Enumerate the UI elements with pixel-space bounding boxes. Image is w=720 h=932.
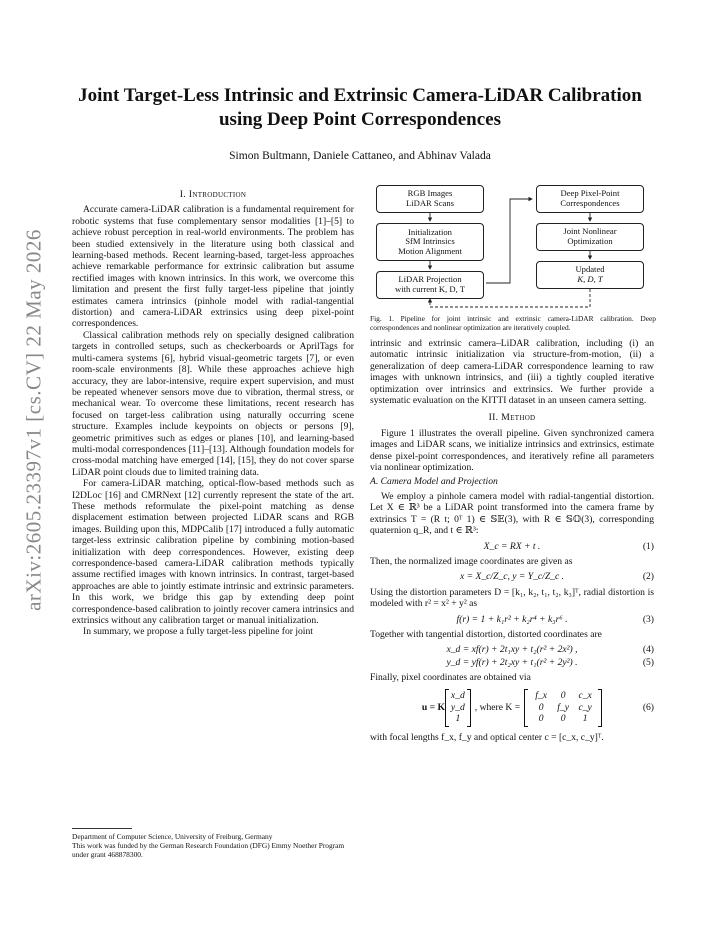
arxiv-sidebar xyxy=(14,190,54,650)
left-column xyxy=(72,189,354,638)
paragraph: For camera-LiDAR matching, optical-flow-based methods such as I2DLoc [16] and CMRNext [12] currently represent the state of the art. These methods reformulate the pixel-point matching as dense displacement estimation between projected LiDAR scans and RGB images. Building upon this, MDPCalib [17] introduced a fully automatic target-less extrinsic calibration pipeline by combining motion-based initialization with deep correspondences. However, existing deep correspondence-based camera-LiDAR calibration methods typically assume rectified images with known intrinsics. In contrast, target-based approaches are able to jointly estimate intrinsic and extrinsic parameters. In this work, we bridge this gap by extending deep point correspondence-based calibration to jointly recover camera intrinsics and extrinsics without any calibration target or manual initialization. xyxy=(72,478,354,627)
equation-1: X_c = RX + t . (1) xyxy=(483,540,654,552)
footnote-rule xyxy=(72,828,132,829)
box-lidar-projection: LiDAR Projection with current K, D, T xyxy=(376,271,484,299)
pipeline-figure xyxy=(372,183,654,309)
k-matrix: f_x 0 c_x 0 f_y c_y 0 0 1 xyxy=(524,689,602,727)
equation-2: x = X_c/Z_c, y = Y_c/Z_c . (2) xyxy=(459,571,654,583)
section-heading: I. Introduction xyxy=(179,189,247,200)
paragraph: Using the distortion parameters D = [k₁, k₂, t₁, t₂, k₃]ᵀ, radial distortion is modeled with r² = x² + y² as xyxy=(370,586,654,610)
box-deep-correspondences: Deep Pixel-Point Correspondences xyxy=(536,185,644,213)
box-initialization: Initialization SfM Intrinsics Motion Alignment xyxy=(376,223,484,261)
paragraph: Classical calibration methods rely on specially designed calibration targets in controlled setups, such as checkerboards or AprilTags for multi-camera systems [6], hybrid visual-geometric targets [7], or even room-scale environments [8]. While these approaches achieve high accuracy, they are labor-intensive, require expert supervision, and must be repeated whenever sensors move due to vibration, thermal stress, or mechanical wear. To overcome these limitations, recent research has focused on target-less calibration using naturally occurring scene structure. Examples include keypoints on objects or persons [9], geometric primitives such as edges or planes [10], and learning-based multi-modal correspondences [11]–[13]. Although foundation models for cross-modal matching have emerged [14], [15], they do not cover sparse LiDAR point clouds due to limited training data. xyxy=(72,329,354,478)
equation-6: u = K x_d y_d 1 , where K = f_x 0 c_x 0 f_y c_y 0 0 1 (6) xyxy=(370,689,654,727)
paragraph: In summary, we propose a fully target-less pipeline for joint xyxy=(83,626,313,638)
equation-4: x_d = xf(r) + 2t₁xy + t₂(r² + 2x²) , (4) xyxy=(446,644,654,656)
paragraph: Accurate camera-LiDAR calibration is a fundamental requirement for robotic systems that fuse complementary sensor modalities [1]–[5] to achieve robust perception in real-world environments. The problem has been studied extensively in the literature using both classical and learning-based methods. Recent learning-based, target-less approaches achieve remarkable performance for extrinsic calibration but assume rectified images with known intrinsics. In this work, we overcome this limitation and present the first fully target-less pipeline that jointly estimates camera intrinsics (pinhole model with radial-tangential distortion) and camera-LiDAR extrinsics using deep pixel-point correspondences. xyxy=(72,204,354,330)
paragraph: with focal lengths f_x, f_y and optical center c = [c_x, c_y]ᵀ. xyxy=(370,731,604,743)
subsection-heading: A. Camera Model and Projection xyxy=(370,476,498,488)
paragraph: Finally, pixel coordinates are obtained via xyxy=(370,672,531,684)
footnote xyxy=(72,832,354,859)
footnote-funding: This work was funded by the German Research Foundation (DFG) Emmy Noether Program under grant 468878300. xyxy=(72,841,345,859)
right-column xyxy=(370,338,654,743)
figure-caption: Fig. 1. Pipeline for joint intrinsic and extrinsic camera-LiDAR calibration. Deep correspondences and nonlinear optimization are iteratively coupled. xyxy=(370,314,656,332)
box-joint-optimization: Joint Nonlinear Optimization xyxy=(536,223,644,251)
paper-title: Joint Target-Less Intrinsic and Extrinsic Camera-LiDAR Calibration using Deep Point Correspondences xyxy=(78,85,642,130)
vector-matrix: x_d y_d 1 xyxy=(445,689,471,727)
arxiv-id: arXiv:2605.23397v1 [cs.CV] 22 May 2026 xyxy=(21,229,46,611)
box-rgb-lidar: RGB Images LiDAR Scans xyxy=(376,185,484,213)
paragraph: Figure 1 illustrates the overall pipeline. Given synchronized camera images and LiDAR scans, we initialize intrinsics and extrinsics, estimate dense pixel-point correspondences, and iteratively refine all parameters via nonlinear optimization. xyxy=(370,427,654,474)
paragraph: Then, the normalized image coordinates are given as xyxy=(370,555,573,567)
authors: Simon Bultmann, Daniele Cattaneo, and Abhinav Valada xyxy=(229,150,491,162)
equation-3: f(r) = 1 + k₁r² + k₂r⁴ + k₃r⁶ . (3) xyxy=(456,613,654,625)
paragraph: We employ a pinhole camera model with radial-tangential distortion. Let X ∈ ℝ³ be a LiDAR point transformed into the camera frame by extrinsics T = (R t; 0ᵀ 1) ∈ 𝕊𝔼(3), with R ∈ 𝕊𝕆(3), corresponding quaternion q_R, and t ∈ ℝ³: xyxy=(370,490,654,537)
footnote-affiliation: Department of Computer Science, University of Freiburg, Germany xyxy=(72,832,273,841)
equation-5: y_d = yf(r) + 2t₂xy + t₁(r² + 2y²) . (5) xyxy=(446,656,654,668)
paragraph: Together with tangential distortion, distorted coordinates are xyxy=(370,628,602,640)
section-heading: II. Method xyxy=(488,412,536,424)
box-updated-params: Updated K, D, T xyxy=(536,261,644,289)
paragraph: intrinsic and extrinsic camera–LiDAR calibration, including (i) an automatic intrinsic initialization via structure-from-motion, (ii) a generalization of deep camera-LiDAR correspondence learning to raw images with unknown intrinsics, and (iii) a tightly coupled iterative optimization over intrinsics and extrinsics. We further provide a systematic evaluation on the KITTI dataset in an unseen camera setting. xyxy=(370,338,654,407)
